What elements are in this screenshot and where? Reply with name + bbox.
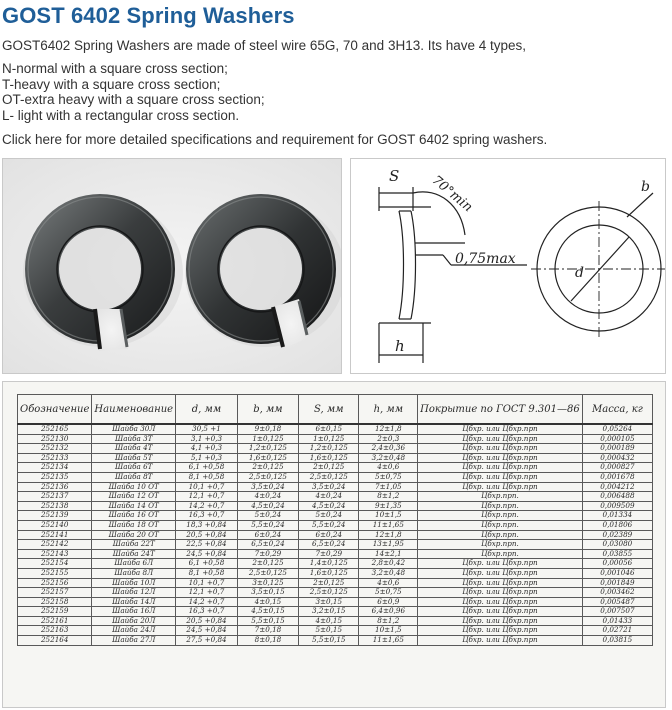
table-row [18,424,653,434]
cell-designation: 252132 [18,444,92,454]
cell-designation: 252156 [18,578,92,588]
cell-name: Шайба 8Л [92,568,176,578]
label-d: d [575,265,584,281]
table-row [18,578,653,588]
cell-d: 12,1 +0,7 [176,492,238,502]
cell-s: 2±0,125 [299,578,359,588]
cell-coating: Цбхр. или Цбхр.прп [418,463,583,473]
cell-mass: 0,007507 [582,607,652,617]
cell-b: 8±0,18 [237,636,298,646]
cell-coating: Цбхр.прп. [418,549,583,559]
cell-d: 20,5 +0,84 [176,616,238,626]
cell-h: 13±1,95 [359,540,418,550]
cell-designation: 252133 [18,453,92,463]
cell-name: Шайба 18 ОТ [92,520,176,530]
cell-d: 6,1 +0,58 [176,559,238,569]
cell-h: 14±2,1 [359,549,418,559]
cell-mass: 0,001678 [582,472,652,482]
label-angle: 70°min [428,172,476,216]
cell-b: 2,5±0,125 [237,472,298,482]
cell-h: 2,8±0,42 [359,559,418,569]
cell-h: 12±1,8 [359,530,418,540]
cell-designation: 252165 [18,424,92,434]
cell-d: 3,1 +0,3 [176,434,238,444]
washer-photo-image [3,159,341,373]
cell-coating: Цбхр. или Цбхр.прп [418,568,583,578]
table-row [18,520,653,530]
cell-designation: 252137 [18,492,92,502]
cell-h: 6,4±0,96 [359,607,418,617]
cell-d: 22,5 +0,84 [176,540,238,550]
cell-b: 9±0,18 [237,424,298,434]
cell-coating: Цбхр. или Цбхр.прп [418,434,583,444]
cell-mass: 0,000432 [582,453,652,463]
cell-designation: 252143 [18,549,92,559]
cell-s: 2±0,125 [299,463,359,473]
cell-b: 2±0,125 [237,463,298,473]
cell-b: 2±0,125 [237,559,298,569]
cell-designation: 252134 [18,463,92,473]
cell-h: 11±1,65 [359,520,418,530]
cell-coating: Цбхр. или Цбхр.прп [418,607,583,617]
cell-d: 12,1 +0,7 [176,588,238,598]
type-normal: N-normal with a square cross section; [2,61,228,76]
table-row [18,626,653,636]
cell-s: 6,5±0,24 [299,540,359,550]
cell-s: 2,5±0,125 [299,472,359,482]
cell-mass: 0,006488 [582,492,652,502]
table-row [18,549,653,559]
cell-b: 3,5±0,24 [237,482,298,492]
cell-d: 10,1 +0,7 [176,482,238,492]
cell-h: 2,4±0,36 [359,444,418,454]
label-h: h [395,337,405,355]
cell-h: 9±1,35 [359,501,418,511]
table-row [18,463,653,473]
cell-name: Шайба 20 ОТ [92,530,176,540]
cell-h: 8±1,2 [359,616,418,626]
cell-mass: 0,02721 [582,626,652,636]
label-s: S [389,167,400,185]
cell-mass: 0,00056 [582,559,652,569]
cell-s: 4±0,15 [299,616,359,626]
cell-designation: 252158 [18,597,92,607]
cell-s: 3±0,15 [299,597,359,607]
cell-b: 4±0,24 [237,492,298,502]
cell-d: 24,5 +0,84 [176,549,238,559]
cell-h: 6±0,9 [359,597,418,607]
cell-b: 4,5±0,15 [237,607,298,617]
cell-h: 11±1,65 [359,636,418,646]
cell-h: 10±1,5 [359,511,418,521]
cell-mass: 0,003462 [582,588,652,598]
washer-types-list [2,61,265,123]
col-coating: Покрытие по ГОСТ 9.301—86 [418,395,583,425]
type-heavy: T-heavy with a square cross section; [2,76,221,92]
cell-d: 10,1 +0,7 [176,578,238,588]
cell-designation: 252139 [18,511,92,521]
cell-name: Шайба 20Л [92,616,176,626]
cell-designation: 252135 [18,472,92,482]
cell-s: 1±0,125 [299,434,359,444]
table-row [18,501,653,511]
cell-mass: 0,005487 [582,597,652,607]
cell-s: 4±0,24 [299,492,359,502]
cell-d: 18,3 +0,84 [176,520,238,530]
cell-mass: 0,009509 [582,501,652,511]
washer-photo [2,158,342,374]
cell-s: 7±0,29 [299,549,359,559]
cell-mass: 0,01433 [582,616,652,626]
table-row [18,588,653,598]
cell-coating: Цбхр.прп. [418,511,583,521]
cell-name: Шайба 3Т [92,434,176,444]
cell-coating: Цбхр.прп. [418,530,583,540]
cell-b: 7±0,18 [237,626,298,636]
cell-mass: 0,000105 [582,434,652,444]
cell-designation: 252138 [18,501,92,511]
cell-h: 10±1,5 [359,626,418,636]
cell-coating: Цбхр. или Цбхр.прп [418,597,583,607]
table-row [18,540,653,550]
cell-designation: 252154 [18,559,92,569]
col-h: h, мм [359,395,418,425]
cell-s: 1,6±0,125 [299,568,359,578]
cell-h: 7±1,05 [359,482,418,492]
table-row [18,568,653,578]
cell-designation: 252155 [18,568,92,578]
cell-s: 1,2±0,125 [299,444,359,454]
cell-designation: 252161 [18,616,92,626]
cell-b: 7±0,29 [237,549,298,559]
cell-coating: Цбхр. или Цбхр.прп [418,559,583,569]
cell-s: 6±0,24 [299,530,359,540]
label-gap: 0,75max [455,251,516,267]
cell-h: 5±0,75 [359,588,418,598]
cell-mass: 0,000189 [582,444,652,454]
type-extra-heavy: OT-extra heavy with a square cross section; [2,92,265,108]
table-row [18,530,653,540]
cell-b: 5,5±0,15 [237,616,298,626]
cell-name: Шайба 14Л [92,597,176,607]
cell-name: Шайба 30Л [92,424,176,434]
cell-designation: 252141 [18,530,92,540]
table-row [18,636,653,646]
table-row [18,444,653,454]
cell-s: 6±0,15 [299,424,359,434]
cell-name: Шайба 22Т [92,540,176,550]
cell-d: 27,5 +0,84 [176,636,238,646]
cell-name: Шайба 10 ОТ [92,482,176,492]
cell-coating: Цбхр. или Цбхр.прп [418,482,583,492]
cell-s: 5,5±0,24 [299,520,359,530]
col-mass: Масса, кг [582,395,652,425]
cell-name: Шайба 24Л [92,626,176,636]
table-row [18,482,653,492]
cell-h: 3,2±0,48 [359,568,418,578]
cell-coating: Цбхр.прп. [418,501,583,511]
cell-b: 1,6±0,125 [237,453,298,463]
cell-d: 14,2 +0,7 [176,597,238,607]
cell-s: 5,5±0,15 [299,636,359,646]
cell-h: 3,2±0,48 [359,453,418,463]
cell-mass: 0,001046 [582,568,652,578]
cell-d: 8,1 +0,58 [176,472,238,482]
table-body [18,424,653,645]
cell-d: 30,5 +1 [176,424,238,434]
cell-mass: 0,05264 [582,424,652,434]
washer-technical-drawing [350,158,666,374]
cell-h: 2±0,3 [359,434,418,444]
cell-h: 8±1,2 [359,492,418,502]
cell-name: Шайба 5Т [92,453,176,463]
col-b: b, мм [237,395,298,425]
cell-d: 6,1 +0,58 [176,463,238,473]
table-row [18,597,653,607]
cell-coating: Цбхр. или Цбхр.прп [418,424,583,434]
cell-s: 4,5±0,24 [299,501,359,511]
table-row [18,453,653,463]
cell-h: 4±0,6 [359,463,418,473]
cell-designation: 252136 [18,482,92,492]
cell-h: 12±1,8 [359,424,418,434]
cell-coating: Цбхр. или Цбхр.прп [418,444,583,454]
top-view [531,193,665,337]
cell-mass: 0,000827 [582,463,652,473]
cell-name: Шайба 14 ОТ [92,501,176,511]
cell-b: 6±0,24 [237,530,298,540]
cell-s: 5±0,24 [299,511,359,521]
table-row [18,616,653,626]
cell-s: 2,5±0,125 [299,588,359,598]
cell-mass: 0,03855 [582,549,652,559]
cell-s: 3,2±0,15 [299,607,359,617]
specification-table [17,394,653,646]
cell-s: 1,6±0,125 [299,453,359,463]
cell-designation: 252164 [18,636,92,646]
cell-name: Шайба 16 ОТ [92,511,176,521]
cell-name: Шайба 6Т [92,463,176,473]
cell-d: 4,1 +0,3 [176,444,238,454]
table-row [18,511,653,521]
cell-name: Шайба 12Л [92,588,176,598]
cell-coating: Цбхр. или Цбхр.прп [418,453,583,463]
cell-name: Шайба 8Т [92,472,176,482]
col-designation: Обозначение [18,395,92,425]
cell-b: 6,5±0,24 [237,540,298,550]
cell-b: 1,2±0,125 [237,444,298,454]
cell-coating: Цбхр. или Цбхр.прп [418,626,583,636]
cell-mass: 0,03815 [582,636,652,646]
type-light: L- light with a rectangular cross section. [2,107,240,123]
cell-b: 5,5±0,24 [237,520,298,530]
cell-h: 4±0,6 [359,578,418,588]
cell-coating: Цбхр.прп. [418,520,583,530]
cell-d: 16,3 +0,7 [176,511,238,521]
cell-d: 16,3 +0,7 [176,607,238,617]
cell-coating: Цбхр. или Цбхр.прп [418,578,583,588]
col-name: Наименование [92,395,176,425]
cell-b: 4,5±0,24 [237,501,298,511]
cell-b: 2,5±0,125 [237,568,298,578]
cell-b: 3±0,125 [237,578,298,588]
cell-mass: 0,01334 [582,511,652,521]
table-header-row [18,395,653,425]
cell-designation: 252140 [18,520,92,530]
label-b: b [641,179,650,195]
cell-mass: 0,004212 [582,482,652,492]
cell-name: Шайба 6Л [92,559,176,569]
page-title: GOST 6402 Spring Washers [2,3,295,28]
cell-coating: Цбхр.прп. [418,540,583,550]
cell-s: 3,5±0,24 [299,482,359,492]
cell-designation: 252130 [18,434,92,444]
cell-name: Шайба 12 ОТ [92,492,176,502]
cell-d: 20,5 +0,84 [176,530,238,540]
table-row [18,472,653,482]
cell-designation: 252157 [18,588,92,598]
cell-d: 14,2 +0,7 [176,501,238,511]
cell-name: Шайба 10Л [92,578,176,588]
cell-name: Шайба 24Т [92,549,176,559]
cell-designation: 252142 [18,540,92,550]
cell-b: 3,5±0,15 [237,588,298,598]
cell-coating: Цбхр. или Цбхр.прп [418,636,583,646]
cell-s: 5±0,15 [299,626,359,636]
cell-d: 5,1 +0,3 [176,453,238,463]
table-row [18,559,653,569]
drawing-svg [351,159,665,373]
specification-table-panel [2,381,666,708]
table-row [18,492,653,502]
cell-designation: 252159 [18,607,92,617]
cell-b: 5±0,24 [237,511,298,521]
cell-name: Шайба 16Л [92,607,176,617]
cell-coating: Цбхр. или Цбхр.прп [418,472,583,482]
cell-mass: 0,001849 [582,578,652,588]
cell-s: 1,4±0,125 [299,559,359,569]
cell-mass: 0,02389 [582,530,652,540]
cell-name: Шайба 27Л [92,636,176,646]
cell-b: 1±0,125 [237,434,298,444]
table-row [18,434,653,444]
cell-coating: Цбхр. или Цбхр.прп [418,616,583,626]
cell-d: 8,1 +0,58 [176,568,238,578]
col-d: d, мм [176,395,238,425]
cell-h: 5±0,75 [359,472,418,482]
cell-coating: Цбхр. или Цбхр.прп [418,588,583,598]
cell-mass: 0,03080 [582,540,652,550]
cell-b: 4±0,15 [237,597,298,607]
cell-designation: 252163 [18,626,92,636]
cell-d: 24,5 +0,84 [176,626,238,636]
specifications-link[interactable]: Click here for more detailed specifications and requirement for GOST 6402 spring washers. [2,132,548,147]
cell-mass: 0,01806 [582,520,652,530]
cell-coating: Цбхр.прп. [418,492,583,502]
table-row [18,607,653,617]
intro-text: GOST6402 Spring Washers are made of steel wire 65G, 70 and 3H13. Its have 4 types, [2,38,527,53]
cell-name: Шайба 4Т [92,444,176,454]
col-s: S, мм [299,395,359,425]
